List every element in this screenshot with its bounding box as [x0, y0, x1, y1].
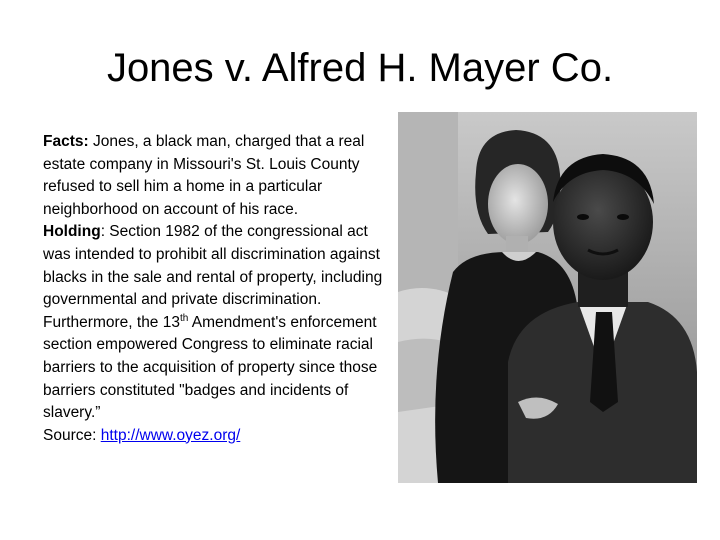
- portrait-photo: [398, 112, 697, 483]
- facts-label: Facts:: [43, 133, 89, 150]
- woman-face: [488, 164, 548, 244]
- source-label: Source:: [43, 426, 101, 444]
- slide-body: [43, 131, 391, 447]
- holding-paragraph: [43, 221, 391, 424]
- holding-superscript: th: [179, 312, 189, 324]
- holding-text-1: : Section 1982 of the congressional act was intended to prohibit all discrimination against blacks in the sale and rental of property, including governmental and private discrimination. Furthermore, the 13: [43, 223, 383, 331]
- facts-text: Jones, a black man, charged that a real estate company in Missouri's St. Louis County refused to sell him a home in a particular neighborhood on account of his race.: [43, 133, 365, 218]
- holding-text-2: Amendment's enforcement section empowered Congress to eliminate racial barriers to the acquisition of property since those barriers constituted "badges and incidents of slavery.”: [43, 313, 378, 422]
- holding-label: Holding: [43, 223, 101, 241]
- slide-title: Jones v. Alfred H. Mayer Co.: [106, 46, 614, 90]
- source-link[interactable]: http://www.oyez.org/: [100, 426, 241, 444]
- facts-paragraph: [43, 131, 391, 221]
- source-paragraph: [43, 425, 391, 448]
